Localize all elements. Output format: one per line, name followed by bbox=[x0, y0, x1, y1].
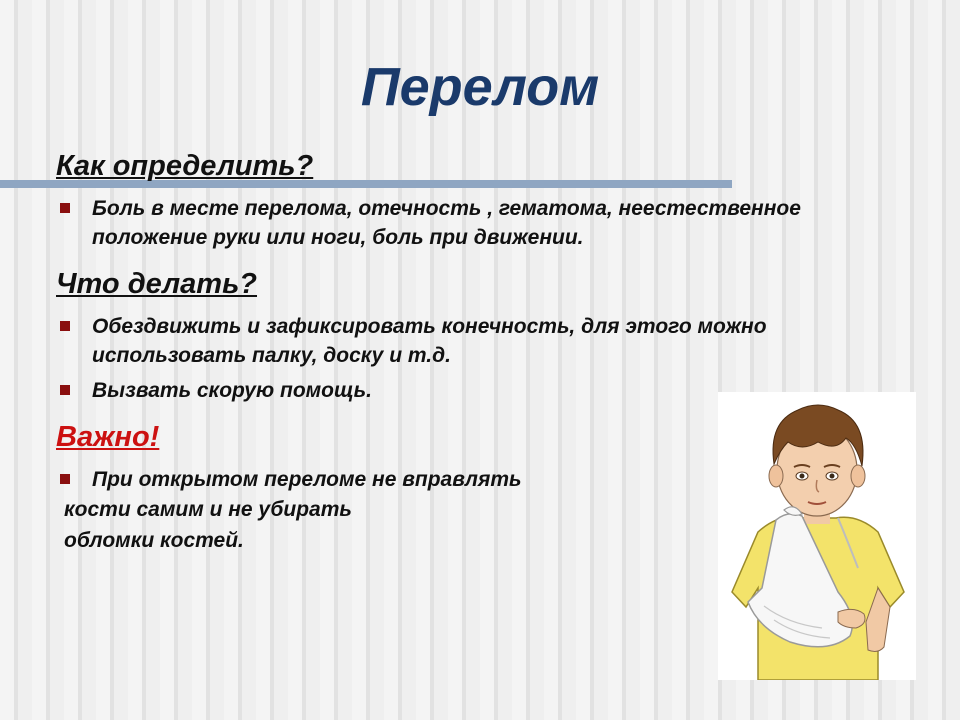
bullet-text: При открытом переломе не вправлять bbox=[92, 468, 522, 491]
section-heading-important: Важно! bbox=[56, 421, 160, 453]
illustration-svg bbox=[718, 392, 916, 680]
boy-with-arm-sling-illustration bbox=[718, 392, 916, 680]
bullet-text: Боль в месте перелома, отечность , гематома, неестественное положение руки или ноги, боль при движении. bbox=[92, 197, 801, 249]
bullet-text: Вызвать скорую помощь. bbox=[92, 379, 372, 402]
bullet-marker-icon bbox=[60, 321, 70, 331]
bullet-marker-icon bbox=[60, 474, 70, 484]
list-item bbox=[56, 312, 876, 370]
list-item bbox=[56, 194, 876, 252]
bullet-text: Обездвижить и зафиксировать конечность, для этого можно использовать палку, доску и т.д. bbox=[92, 315, 767, 367]
bullet-marker-icon bbox=[60, 385, 70, 395]
section-heading-what-to-do: Что делать? bbox=[56, 268, 258, 300]
slide-title: Перелом bbox=[360, 57, 600, 117]
bullet-marker-icon bbox=[60, 203, 70, 213]
bullet-continuation: кости самим и не убирать bbox=[64, 498, 352, 521]
bullet-continuation: обломки костей. bbox=[64, 529, 244, 552]
section-heading-how-to-identify: Как определить? bbox=[56, 150, 314, 182]
